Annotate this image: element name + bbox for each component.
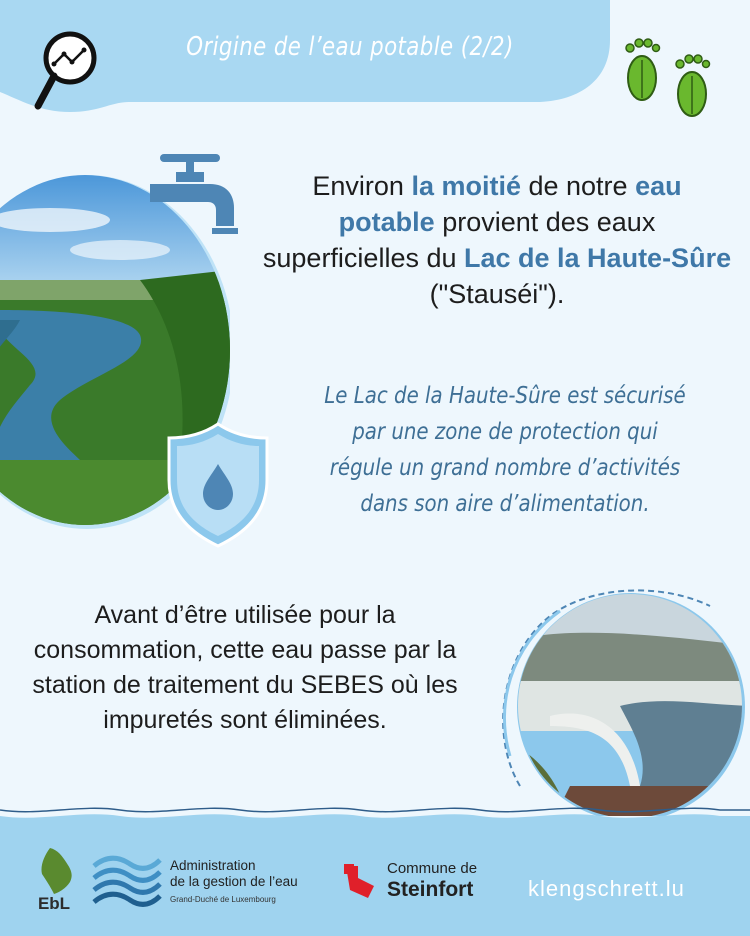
dam-photo xyxy=(490,586,750,816)
treatment-paragraph: Avant d’être utilisée pour la consommation, cette eau passe par la station de traitement du SEBES où les impuretés sont éliminées. xyxy=(32,601,458,734)
agl-line3: Grand-Duché de Luxembourg xyxy=(170,895,276,904)
agl-line2: de la gestion de l’eau xyxy=(170,874,298,889)
main-text-part: provient des eaux superficielles du xyxy=(262,207,656,273)
main-text-part: de notre xyxy=(520,171,636,201)
water-waves-logo-icon xyxy=(92,852,162,912)
commune-line2: Steinfort xyxy=(387,878,474,901)
ebl-luxembourg-map-icon xyxy=(36,846,76,896)
steinfort-logo-icon xyxy=(342,862,378,902)
magnifier-chart-icon xyxy=(28,24,108,114)
shield-water-drop-icon xyxy=(163,420,273,550)
highlight-half: la moitié xyxy=(411,171,521,201)
highlight-lake-name: Lac de la Haute-Sûre xyxy=(464,243,732,273)
main-text-part: ("Stauséi"). xyxy=(429,279,565,309)
website-link[interactable]: klengschrett.lu xyxy=(528,876,685,901)
commune-logo-text xyxy=(387,860,477,902)
commune-line1: Commune de xyxy=(387,860,478,877)
footprints-leaf-icon xyxy=(614,26,724,126)
protection-zone-quote: Le Lac de la Haute-Sûre est sécurisé par une zone de protection qui régule un grand nombre d’activités dans son aire d’alimentation. xyxy=(324,383,686,517)
highlight-drinking-water: eau potable xyxy=(338,171,682,237)
agl-logo-text xyxy=(170,858,298,908)
main-text-part: Environ xyxy=(312,171,412,201)
agl-line1: Administration xyxy=(170,858,256,873)
ebl-logo-text: EbL xyxy=(37,894,71,913)
main-paragraph xyxy=(262,168,732,312)
water-tap-icon xyxy=(150,148,240,238)
page-title: Origine de l’eau potable (2/2) xyxy=(186,32,514,62)
